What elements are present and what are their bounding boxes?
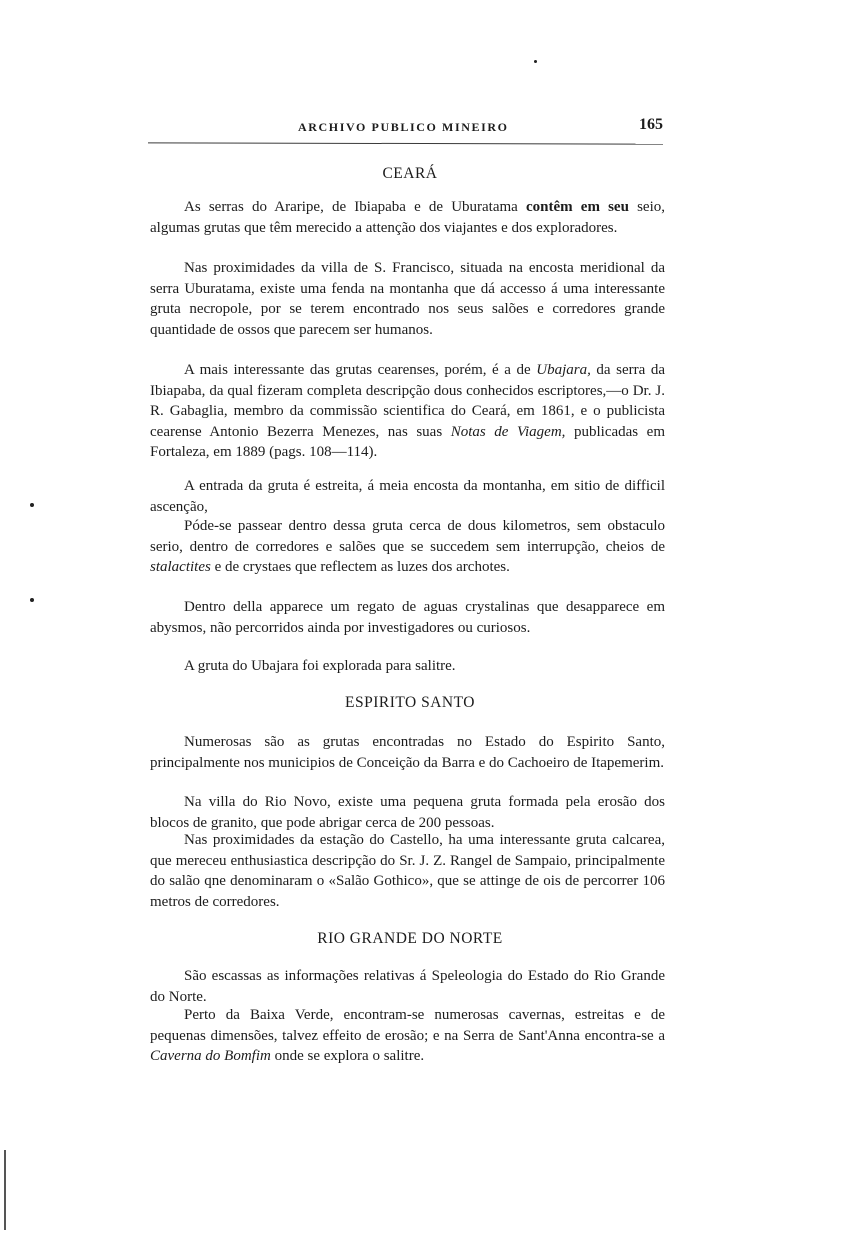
paragraph — [150, 197, 665, 238]
text-run: São escassas as informações relativas á Speleologia do Estado do Rio Grande do Norte. — [150, 968, 665, 1005]
text-run: Ubajara, — [536, 362, 591, 378]
text-run: e de crystaes que reflectem as luzes dos archotes. — [210, 559, 510, 575]
text-run: publicadas em Fortaleza, em 1889 (pags. 108—114). — [150, 423, 665, 460]
text-run: A mais interessante das grutas cearenses, porém, é a de — [184, 362, 537, 378]
paragraph — [150, 966, 665, 1007]
paragraph — [150, 656, 665, 677]
page-number: 165 — [639, 116, 663, 133]
text-run: Na villa do Rio Novo, existe uma pequena gruta formada pela erosão dos blocos de granito, que pode abrigar cerca de 200 pessoas. — [150, 794, 665, 831]
paragraph — [150, 597, 665, 638]
text-run: contêm em seu — [525, 199, 629, 215]
paragraph — [150, 732, 665, 773]
text-run: Póde-se passear dentro dessa gruta cerca de dous kilometros, sem obstaculo serio, dentro de corredores e salões que se succedem sem interrupção, cheios de — [150, 518, 665, 555]
paragraph — [150, 360, 665, 463]
text-run: Numerosas são as grutas encontradas no Estado do Espirito Santo, principalmente nos municipios de Conceição da Barra e do Cachoeiro de Itapemerim. — [150, 734, 665, 771]
text-run: Nas proximidades da estação do Castello, ha uma interessante gruta calcarea, que mereceu enthusiastica descripção do Sr. J. Z. Rangel de Sampaio, principalmente do salão qne denominaram o «Salão Gothico», que se attinge de ois de percorrer 106 metros de corredores. — [150, 832, 665, 910]
section-heading-espirito-santo: ESPIRITO SANTO — [344, 694, 476, 711]
margin-speck — [30, 598, 34, 602]
text-run: Caverna do Bomfim — [150, 1048, 271, 1064]
paragraph — [150, 476, 665, 517]
text-run: As serras do Araripe, de Ibiapaba e de Uburatama — [184, 199, 526, 215]
text-run: A entrada da gruta é estreita, á meia encosta da montanha, em sitio de difficil ascenção, — [150, 478, 665, 515]
scan-edge-mark — [4, 1150, 6, 1230]
text-run: onde se explora o salitre. — [270, 1048, 425, 1064]
text-run: Perto da Baixa Verde, encontram-se numerosas cavernas, estreitas e de pequenas dimensões, talvez effeito de erosão; e na Serra de Sant'Anna encontra-se a — [150, 1007, 665, 1044]
text-run: Notas de Viagem, — [450, 423, 566, 440]
text-run: da serra da Ibiapaba, da qual fizeram completa descripção dous conhecidos escriptores,—o Dr. J. R. Gabaglia, membro da commissão scientifica do Ceará, em 1861, e o publicista cearense Antonio Bezerra Menezes, nas suas — [150, 362, 665, 440]
paragraph — [150, 792, 665, 833]
paragraph — [150, 830, 665, 912]
text-run: stalactites — [150, 559, 211, 575]
running-header — [0, 118, 665, 142]
margin-speck — [534, 60, 537, 63]
section-heading-ceara: CEARÁ — [382, 165, 438, 182]
header-rule — [148, 142, 663, 144]
text-run: Nas proximidades da villa de S. Francisco, situada na encosta meridional da serra Uburatama, existe uma fenda na montanha que dá accesso á uma interessante gruta necropole, por se terem encontrado nos seus salões e corredores grande quantidade de ossos que parecem ser humanos. — [150, 260, 665, 338]
paragraph — [150, 516, 665, 578]
text-run: A gruta do Ubajara foi explorada para salitre. — [184, 658, 456, 674]
header-title: ARCHIVO PUBLICO MINEIRO — [298, 120, 509, 134]
margin-speck — [30, 503, 34, 507]
text-run: Dentro della apparece um regato de aguas crystalinas que desapparece em abysmos, não percorridos ainda por investigadores ou curiosos. — [150, 599, 665, 636]
text-run: seio, algumas grutas que têm merecido a attenção dos viajantes e dos exploradores. — [150, 199, 666, 236]
paragraph — [150, 258, 665, 340]
paragraph — [150, 1005, 665, 1067]
section-heading-rio-grande-do-norte: RIO GRANDE DO NORTE — [317, 930, 503, 947]
